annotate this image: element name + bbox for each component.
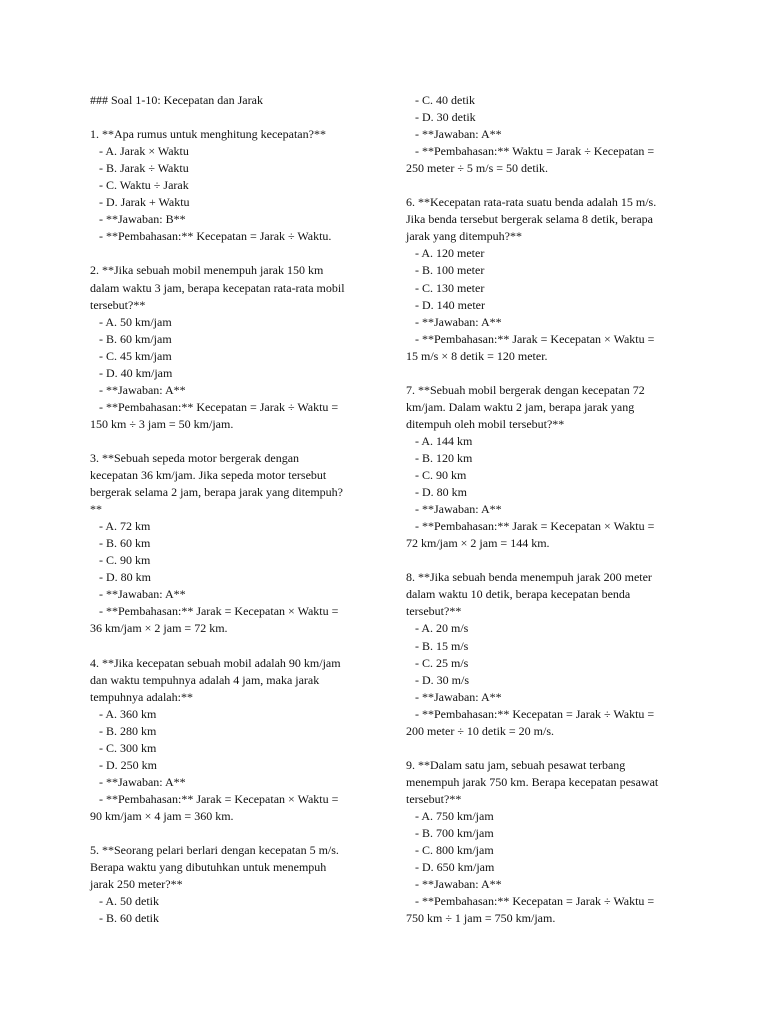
text-line: tempuhnya adalah:** <box>90 689 193 704</box>
text-line: 4. **Jika kecepatan sebuah mobil adalah 90 km/jam <box>90 655 341 670</box>
text-line: - D. 30 m/s <box>406 672 469 687</box>
blank-line <box>406 365 688 382</box>
text-line: - **Pembahasan:** Jarak = Kecepatan × Waktu = <box>406 519 655 534</box>
text-line: - B. 120 km <box>406 450 473 465</box>
text-line: Berapa waktu yang dibutuhkan untuk menempuh <box>90 860 327 875</box>
text-line: - A. 72 km <box>90 519 151 534</box>
text-line: ### Soal 1-10: Kecepatan dan Jarak <box>90 93 263 107</box>
text-line: - **Pembahasan:** Kecepatan = Jarak ÷ Waktu. <box>90 229 332 244</box>
text-line: dalam waktu 10 detik, berapa kecepatan benda <box>406 587 631 602</box>
text-line: - **Jawaban: A** <box>90 382 186 397</box>
text-line: - A. 120 meter <box>406 246 485 261</box>
text-line: 6. **Kecepatan rata-rata suatu benda adalah 15 m/s. <box>406 195 657 210</box>
text-line: - C. 90 km <box>90 553 151 568</box>
text-line: tersebut?** <box>406 791 462 806</box>
text-line: bergerak selama 2 jam, berapa jarak yang ditempuh? <box>90 485 344 500</box>
text-line: jarak 250 meter?** <box>90 877 183 892</box>
left-text-column <box>90 92 372 927</box>
text-line: - C. 45 km/jam <box>90 348 172 363</box>
text-line: - C. Waktu ÷ Jarak <box>90 178 189 193</box>
blank-line <box>406 552 688 569</box>
text-line: - A. Jarak × Waktu <box>90 144 189 159</box>
text-line: - A. 50 detik <box>90 894 159 909</box>
text-line: - **Pembahasan:** Kecepatan = Jarak ÷ Waktu = <box>406 706 655 721</box>
text-line: - D. 80 km <box>90 570 151 585</box>
text-line: - B. 700 km/jam <box>406 826 494 841</box>
blank-line <box>406 740 688 757</box>
text-line: 90 km/jam × 4 jam = 360 km. <box>90 808 234 823</box>
text-line: - B. 100 meter <box>406 263 485 278</box>
text-line: - A. 50 km/jam <box>90 314 172 329</box>
text-line: - **Jawaban: A** <box>406 877 502 892</box>
text-line: jarak yang ditempuh?** <box>406 229 522 244</box>
text-line: - D. 250 km <box>90 757 157 772</box>
text-line: - **Pembahasan:** Jarak = Kecepatan × Waktu = <box>90 791 339 806</box>
text-line: Jika benda tersebut bergerak selama 8 detik, berapa <box>406 212 654 227</box>
blank-line <box>90 109 372 126</box>
text-line: - B. 60 km/jam <box>90 331 172 346</box>
text-line: 250 meter ÷ 5 m/s = 50 detik. <box>406 161 549 176</box>
text-line: - **Jawaban: A** <box>406 689 502 704</box>
text-line: - D. 80 km <box>406 485 467 500</box>
text-line: dalam waktu 3 jam, berapa kecepatan rata-rata mobil <box>90 280 345 295</box>
blank-line <box>406 177 688 194</box>
text-line: - **Jawaban: B** <box>90 212 186 227</box>
text-line: 1. **Apa rumus untuk menghitung kecepatan?** <box>90 127 326 142</box>
text-line: - **Pembahasan:** Jarak = Kecepatan × Waktu = <box>406 331 655 346</box>
text-line: - **Pembahasan:** Jarak = Kecepatan × Waktu = <box>90 604 339 619</box>
text-line: - A. 20 m/s <box>406 621 469 636</box>
text-line: - B. 15 m/s <box>406 638 469 653</box>
text-line: - **Pembahasan:** Kecepatan = Jarak ÷ Waktu = <box>406 894 655 909</box>
text-line: - B. 280 km <box>90 723 157 738</box>
text-line: - **Jawaban: A** <box>406 314 502 329</box>
text-line: menempuh jarak 750 km. Berapa kecepatan pesawat <box>406 774 659 789</box>
text-line: - C. 800 km/jam <box>406 843 494 858</box>
text-line: - C. 25 m/s <box>406 655 469 670</box>
text-line: - C. 300 km <box>90 740 157 755</box>
text-line: - C. 40 detik <box>406 93 475 107</box>
text-line: dan waktu tempuhnya adalah 4 jam, maka jarak <box>90 672 320 687</box>
text-line: tersebut?** <box>90 297 146 312</box>
text-line: - **Jawaban: A** <box>90 774 186 789</box>
text-line: ** <box>90 502 102 517</box>
text-line: 15 m/s × 8 detik = 120 meter. <box>406 348 548 363</box>
text-line: - D. Jarak + Waktu <box>90 195 190 210</box>
text-line: - A. 144 km <box>406 433 473 448</box>
text-line: - C. 130 meter <box>406 280 485 295</box>
text-line: - A. 360 km <box>90 706 157 721</box>
text-line: 200 meter ÷ 10 detik = 20 m/s. <box>406 723 555 738</box>
text-line: - D. 140 meter <box>406 297 485 312</box>
text-line: - C. 90 km <box>406 468 467 483</box>
text-line: - D. 650 km/jam <box>406 860 495 875</box>
text-line: 3. **Sebuah sepeda motor bergerak dengan <box>90 450 300 465</box>
text-line: - B. 60 detik <box>90 911 159 926</box>
blank-line <box>90 825 372 842</box>
text-line: - D. 30 detik <box>406 110 476 125</box>
text-line: 9. **Dalam satu jam, sebuah pesawat terbang <box>406 757 626 772</box>
text-line: 8. **Jika sebuah benda menempuh jarak 200 meter <box>406 570 652 585</box>
text-line: tersebut?** <box>406 604 462 619</box>
text-line: kecepatan 36 km/jam. Jika sepeda motor tersebut <box>90 468 327 483</box>
text-line: 2. **Jika sebuah mobil menempuh jarak 150 km <box>90 263 324 278</box>
text-line: km/jam. Dalam waktu 2 jam, berapa jarak yang <box>406 399 635 414</box>
text-line: - A. 750 km/jam <box>406 808 494 823</box>
text-line: - **Jawaban: A** <box>406 127 502 142</box>
text-line: 72 km/jam × 2 jam = 144 km. <box>406 536 550 551</box>
text-line: - **Pembahasan:** Waktu = Jarak ÷ Kecepatan = <box>406 144 655 159</box>
text-line: - **Jawaban: A** <box>90 587 186 602</box>
text-line: 150 km ÷ 3 jam = 50 km/jam. <box>90 416 234 431</box>
text-line: 36 km/jam × 2 jam = 72 km. <box>90 621 228 636</box>
text-line: 7. **Sebuah mobil bergerak dengan kecepatan 72 <box>406 382 645 397</box>
text-line: 750 km ÷ 1 jam = 750 km/jam. <box>406 911 556 926</box>
blank-line <box>90 638 372 655</box>
text-line: ditempuh oleh mobil tersebut?** <box>406 416 565 431</box>
blank-line <box>90 433 372 450</box>
text-line: 5. **Seorang pelari berlari dengan kecepatan 5 m/s. <box>90 843 339 858</box>
blank-line <box>90 245 372 262</box>
text-line: - D. 40 km/jam <box>90 365 173 380</box>
text-line: - **Jawaban: A** <box>406 502 502 517</box>
text-line: - **Pembahasan:** Kecepatan = Jarak ÷ Waktu = <box>90 399 339 414</box>
text-line: - B. Jarak ÷ Waktu <box>90 161 189 176</box>
right-text-column <box>406 92 688 927</box>
text-line: - B. 60 km <box>90 536 151 551</box>
